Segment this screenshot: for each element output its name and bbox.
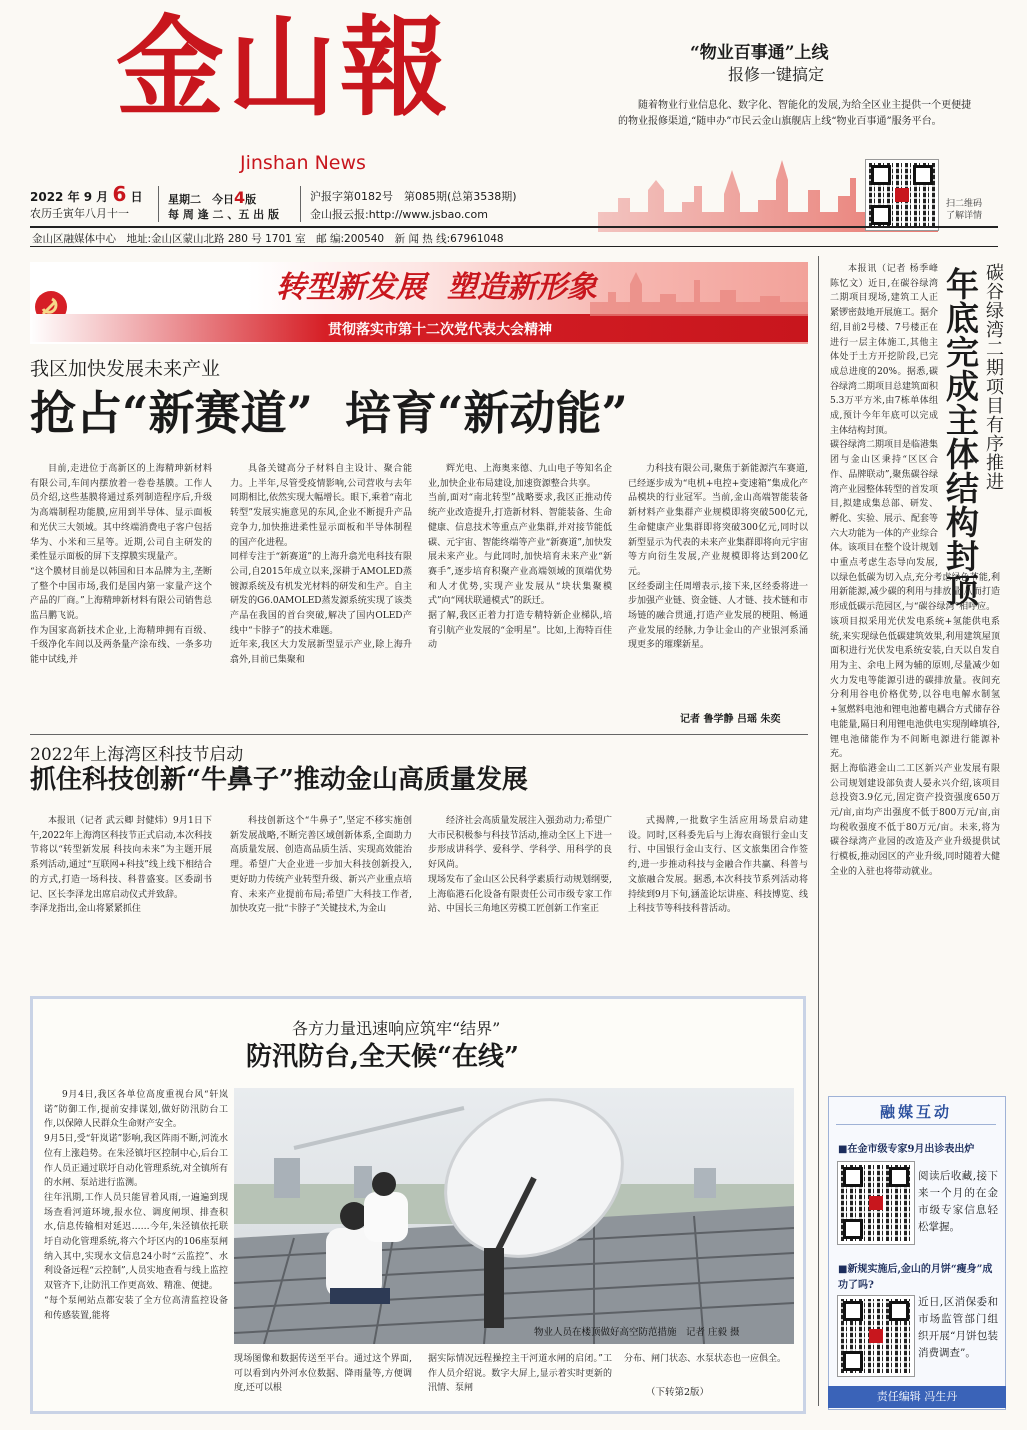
address-line: 金山区融媒体中心 地址:金山区蒙山北路 280 号 1701 室 邮 编:200540 新 闻 热 线:67961048 (32, 233, 504, 245)
article2-col4: 式揭牌,一批数字生活应用场景启动建设。同时,区科委先后与上海农商银行金山支行、中国银行金山支行、区文旅集团合作签约,进一步推动科技与金融合作共赢、科普与文旅融合发展。据悉,本次科技节系列活动将持续到9月下旬,涵盖论坛讲座、科技博览、线上科技节等科技科普活动。 (628, 816, 808, 915)
promo-qr-caption: 扫二维码 了解详情 (946, 199, 983, 221)
promo-subtitle: 报修一键搞定 (728, 65, 825, 84)
article1-headline: 抢占“新赛道” 培育“新动能” (30, 386, 628, 440)
continued-note: （下转第2版） (646, 1387, 710, 1398)
lunar-date: 农历壬寅年八月十一 (30, 207, 129, 220)
promo-title: “物业百事通”上线 (690, 43, 829, 63)
rongmei-item1-text: 阅读后收藏,接下来一个月的在金市级专家信息轻松掌握。 (918, 1170, 998, 1233)
article3-col3: 据实际情况远程操控主干河道水闸的启闭。”工作人员介绍说。数字大屏上,显示着实时更新的汛情、泵闸 (428, 1354, 612, 1394)
registration: 沪报字第0182号 第085期(总第3538期) (310, 190, 517, 203)
date-line: 2022 年 9 月 6 日 (30, 182, 143, 206)
rongmei-item2-text: 近日,区消保委和市场监管部门组织开展“月饼包装消费调查”。 (918, 1296, 998, 1359)
page-count: 4 (234, 188, 246, 207)
rongmei-item1-qr[interactable] (838, 1162, 914, 1244)
article2-col2: 科技创新这个“牛鼻子”,坚定不移实施创新发展战略,不断完善区域创新体系,全面助力高质量发展、创造高品质生活、实现高效能治理。希望广大企业进一步加大科技创新投入,更好助力传统产业转型升级、新兴产业重点培育、未来产业提前布局;希望广大科技工作者,加快攻克一批“卡脖子”关键技术,为金山 (230, 816, 412, 915)
rongmei-item2-title[interactable]: ■新规实施后,金山的月饼“瘦身”成功了吗? (838, 1264, 993, 1291)
masthead-title-en: Jinshan News (240, 152, 366, 174)
article1-col3: 辉光电、上海奥来德、九山电子等知名企业,加快企业布局建设,加速资源整合共享。 当前,面对“南北转型”战略要求,我区正推动传统产业改造提升,打造新材料、智能装备、生命健康、信息技术等重点产业集群,并对接节能低碳、元宇宙、智能终端等产业“新赛道”,加快发展未来产业。与此同时,加快培育未来产业“新赛手”,逐步培育积聚产业高端领域的顶端优势和人才优势,实现产业发展从“块状集聚模式”向“网状联通模式”的跃迁。 据了解,我区正着力打造专精特新企业梯队,培育引航产业发展的“金明星”。比如,上海特百佳动 (428, 464, 612, 651)
flood-prevention-photo (234, 1088, 794, 1344)
article3-col1: 9月4日,我区各单位高度重视台风“轩岚诺”防御工作,提前安排谋划,做好防汛防台工作,以保障人民群众生命财产安全。 9月5日,受“轩岚诺”影响,我区阵雨不断,河流水位有上涨趋势。在朱泾镇圩区控制中心,后台工作人员正通过联圩自动化管理系统,对全镇所有的水闸、泵站进行监测。 往年汛期,工作人员只能冒着风雨,一遍遍到现场查看河道环境,报水位、调度闸坝、排查积水,信息传输相对延迟……今年,朱泾镇依托联圩自动化管理系统,将六个圩区内的106座泵闸纳入其中,实现水文信息24小时“云监控”、水利设备远程“云控制”,人员实地查看与线上监控双管齐下,让防汛工作更高效、精准、便捷。 “每个泵闸站点都安装了全方位高清监控设备和传感装置,能将 (44, 1090, 228, 1321)
article2-col1: 本报讯（记者 武云卿 封健炜）9月1日下午,2022年上海湾区科技节正式启动,本次科技节将以“转型新发展 科技向未来”为主题开展系列活动,通过“互联网+科技”线上线下相结合的方式,打造一场科技、科普盛宴。区委副书记、区长李泽龙出席启动仪式并致辞。 李泽龙指出,金山将紧紧抓住 (30, 816, 212, 915)
rongmei-title: 融媒互动 (836, 1100, 996, 1125)
rongmei-item1-title[interactable]: ■在金市级专家9月出诊表出炉 (838, 1144, 975, 1155)
editor-credit: 责任编辑 冯生丹 (876, 1390, 958, 1403)
article2-kicker: 2022年上海湾区科技节启动 (30, 745, 244, 765)
article3-kicker: 各方力量迅速响应筑牢“结界” (292, 1019, 501, 1038)
banner-slogan: 转型新发展 塑造新形象 (276, 270, 597, 305)
article1-col4: 力科技有限公司,聚焦于新能源汽车赛道,已经逐步成为“电机+电控+变速箱”集成化产品模块的行业冠军。当前,金山高端智能装备新材料产业集群产业规模即将突破500亿元,生命健康产业集群即将突破300亿元,同时以新型显示为代表的未来产业集群即将向元宇宙等方向衍生发展,产业规模即将达到200亿元。 区经委副主任周增表示,接下来,区经委将进一步加强产业链、资金链、人才链、技术链和市场链的融合贯通,打造产业发展的梗阻、畅通产业发展的经脉,力争让金山的产业银河系涌现更多的璀璨新星。 (628, 464, 808, 651)
article3-headline: 防汛防台,全天候“在线” (246, 1042, 519, 1072)
theme-banner (30, 262, 808, 344)
sidebar-text: 本报讯（记者 杨季峰 陈忆文）近日,在碳谷绿湾二期项目现场,建筑工人正紧锣密鼓地开展施工。据介绍,目前2号楼、7号楼正在进行一层主体施工,其他主体处于土方开挖阶段,已完成总进度的20%。据悉,碳谷绿湾二期项目总建筑面积5.3万平方米,由7栋单体组成,预计今年年底可以完成主体结构封顶。 碳谷绿湾二期项目是临港集团与金山区秉持“区区合作、品牌联动”,聚焦碳谷绿湾产业园整体转型的首发项目,拟建成集总部、研发、孵化、实验、展示、配套等六大功能为一体的产业综合体。该项目在整个设计规划中重点考虑生态导向发展,以绿色低碳为切入点,充分考虑绿色节能,利用新能源,减少碳的利用与排放量,从而打造形成低碳示范园区,与“碳谷绿湾”相呼应。 该项目拟采用光伏发电系统+氢能供电系统,来实现绿色低碳建筑效果,利用建筑屋顶面积进行光伏发电系统安装,白天以自发自用为主、余电上网为辅的原则,尽量减少如火力发电等能源引进的碳排放量。夜间充分利用谷电价格优势,以谷电电解水制氢+氢燃料电池和锂电池蓄电耦合方式储存谷电能量,隔日利用锂电池供电实现削峰填谷,锂电池储能作为不间断电源进行能源补充。 据上海临港金山二工区新兴产业发展有限公司规划建设部负责人晏永兴介绍,该项目总投资3.9亿元,固定资产投资强度650万元/亩,亩均产出强度不低于800万元/亩,亩均税收强度不低于80万元/亩。未来,将为碳谷绿湾产业园的改造及产业升级提供试行模板,推动园区的产业升级,同时随着大健全业的入驻也将带动就业。 (830, 264, 1000, 877)
photo-caption: 物业人员在楼顶做好高空防范措施 记者 庄毅 摄 (534, 1327, 740, 1338)
date-day: 6 (112, 182, 127, 206)
masthead (0, 0, 1027, 256)
schedule: 每 周 逢 二 、五 出 版 (168, 208, 279, 221)
article1-kicker: 我区加快发展未来产业 (30, 358, 221, 380)
article3-col2: 现场图像和数据传送至平台。通过这个界面,可以看到内外河水位数据、降雨量等,方便调度,还可以根 (234, 1354, 412, 1394)
article3-col4: 分布、闸门状态、水泵状态也一应俱全。 (624, 1354, 787, 1364)
article2-headline: 抓住科技创新“牛鼻子”推动金山高质量发展 (30, 765, 528, 795)
sidebar-kicker: 碳谷绿湾二期项目有序推进 (986, 263, 1004, 493)
banner-skyline (590, 270, 808, 316)
promo-qr[interactable] (866, 160, 938, 230)
sidebar-headline: 年底完成主体结构封顶 (946, 265, 979, 610)
article1-col1: 目前,走进位于高新区的上海精珅新材料有限公司,车间内摆放着一卷卷基膜。工作人员介绍,这些基膜将通过系列制造程序后,升级为高端制程功能膜,应用到半导体、显示面板和光伏三大领域。其中终端消费电子客户包括华为、小米和三星等。近期,公司自主研发的柔性显示面板的屏下支撑膜实现量产。 “这个膜材目前是以韩国和日本品牌为主,垄断了整个中国市场,我们是国内第一家量产这个产品的厂商。”上海精珅新材料有限公司销售总监吕鹏飞说。 作为国家高新技术企业,上海精珅拥有百级、千级净化车间以及两条量产涂布线、一条多功能中试线,并 (30, 464, 212, 666)
article1-col2: 具备关键高分子材料自主设计、聚合能力。上半年,尽管受疫情影响,公司营收与去年同期相比,依然实现大幅增长。眼下,乘着“南北转型”发展实施意见的东风,企业不断提升产品竞争力,加快推进柔性显示面板和半导体制程的国产化进程。 同样专注于“新赛道”的上海升翕光电科技有限公司,自2015年成立以来,深耕于AMOLED蒸镀源系统及有机发光材料的研发和生产。自主研发的G6.0AMOLED蒸发源系统实现了该类产品在我国的首台突破,解决了国内OLED产线中“卡脖子”的技术难题。 近年来,我区大力发展新型显示产业,除上海升翕外,目前已集聚和 (230, 464, 412, 666)
banner-ribbon: 贯彻落实市第十二次党代表大会精神 (328, 322, 552, 338)
article1-byline: 记者 鲁学静 吕瑶 朱奕 (680, 714, 781, 725)
rongmei-item2-qr[interactable] (838, 1296, 914, 1376)
cloud-url: 金山报云报:http://www.jsbao.com (310, 208, 488, 221)
article2-col3: 经济社会高质量发展注入强劲动力;希望广大市民积极参与科技节活动,推动全区上下进一步形成讲科学、爱科学、学科学、用科学的良好风尚。 现场发布了金山区公民科学素质行动规划纲要,上海临港石化设备有限责任公司市级专家工作站、中国长三角地区劳模工匠创新工作室正 (428, 816, 612, 915)
masthead-title: 金山報 (116, 5, 453, 131)
weekday-line: 星期二 今日4版 (168, 188, 257, 207)
promo-body: 随着物业行业信息化、数字化、智能化的发展,为给全区业主提供一个更便捷的物业报修渠道,“随申办”市民云金山旗舰店上线“物业百事通”服务平台。 (618, 100, 972, 127)
